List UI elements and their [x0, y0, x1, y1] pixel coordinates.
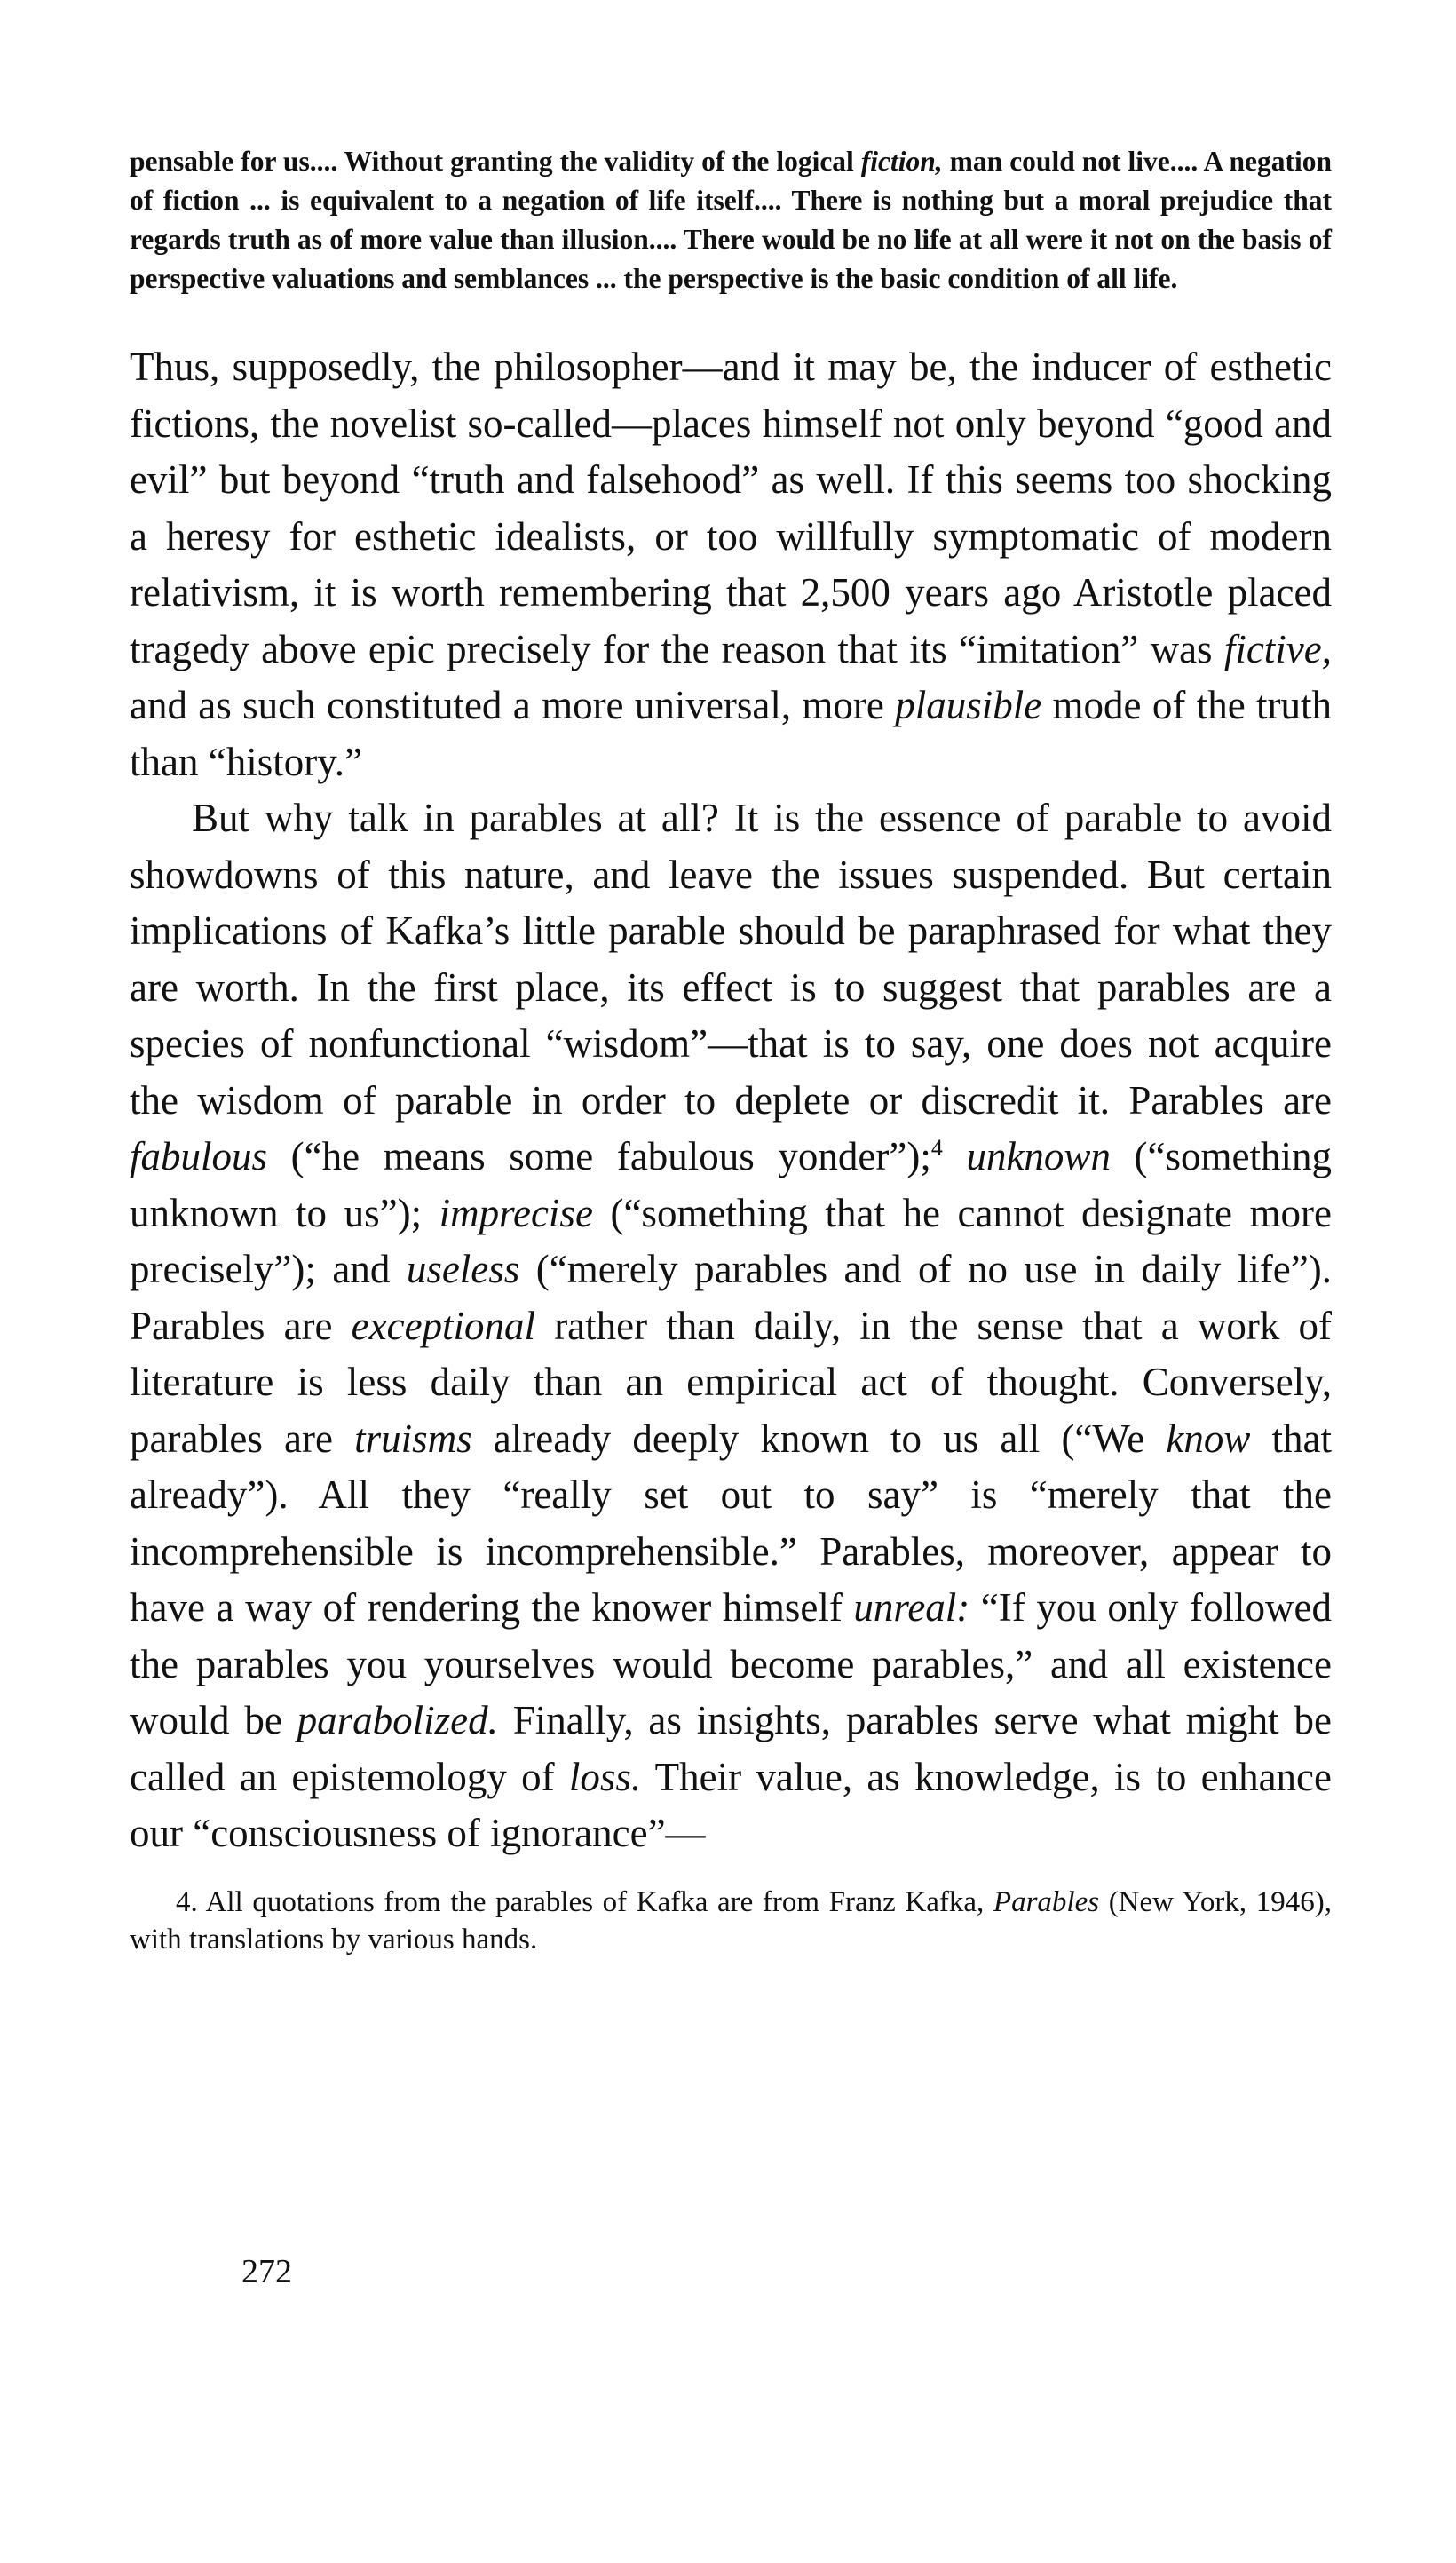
- emphasis: plausible: [895, 683, 1042, 727]
- footnote-reference[interactable]: 4: [930, 1135, 943, 1161]
- paragraph-text: Finally, as insights, parables serve what might be called an epistemology of: [130, 1698, 1332, 1799]
- emphasis: fabulous: [130, 1134, 268, 1178]
- paragraph-text: Their value, as knowledge, is to enhance our “consciousness of ignorance”—: [130, 1754, 1332, 1855]
- paragraph-text: (“something unknown to us”);: [130, 1134, 1333, 1235]
- emphasis: unreal:: [853, 1585, 970, 1630]
- emphasis: unknown: [966, 1134, 1111, 1178]
- footnote: [130, 1884, 1332, 1958]
- emphasis: fictive,: [1223, 626, 1332, 671]
- emphasis: imprecise: [439, 1190, 593, 1235]
- paragraph-text: But why talk in parables at all? It is the essence of parable to avoid showdowns of this nature, and leave the issues suspended. But certain implications of Kafka’s little parable should be paraphrased for what they are worth. In the first place, its effect is to suggest that parables are a species of nonfunctional “wisdom”—that is to say, one does not acquire the wisdom of parable in order to deplete or discredit it. Parables are: [130, 796, 1332, 1123]
- paragraph-text: (“merely parables and of no use in daily life”). Parables are: [130, 1247, 1332, 1348]
- paragraph-text: (“something that he cannot designate more precisely”); and: [130, 1190, 1332, 1291]
- paragraph-text: Thus, supposedly, the philosopher—and it may be, the inducer of esthetic fictions, the novelist so-called—places himself not only beyond “good and evil” but beyond “truth and falsehood” as well. If this seems too shocking a heresy for esthetic idealists, or too willfully symptomatic of modern relativism, it is worth remembering that 2,500 years ago Aristotle placed tragedy above epic precisely for the reason that its “imitation” was: [130, 345, 1332, 671]
- paragraph-text: mode of the truth than “history.”: [130, 683, 1332, 784]
- paragraph-text: that already”). All they “really set out to say” is “merely that the incomprehensible is incomprehensible.” Parables, moreover, appear to have a way of rendering the knower himself: [130, 1416, 1333, 1630]
- emphasis: exceptional: [351, 1303, 536, 1348]
- emphasis: loss.: [568, 1754, 642, 1799]
- emphasis: useless: [406, 1247, 520, 1291]
- footnote-book-title: Parables: [993, 1885, 1100, 1918]
- paragraph-text: rather than daily, in the sense that a work of literature is less daily than an empirical act of thought. Conversely, parables are: [130, 1303, 1332, 1461]
- paragraph-text: already deeply known to us all (“We: [471, 1416, 1167, 1461]
- block-quote-italic: fiction,: [860, 146, 943, 177]
- emphasis: truisms: [354, 1416, 472, 1461]
- paragraph-text: [943, 1134, 967, 1178]
- paragraph-2: [130, 790, 1332, 1862]
- block-quote-text: pensable for us.... Without granting the validity of the logical: [130, 146, 861, 177]
- paragraph-text: and as such constituted a more universal, more: [130, 683, 896, 727]
- footnote-text: 4. All quotations from the parables of Kafka are from Franz Kafka,: [176, 1885, 993, 1918]
- paragraph-text: (“he means some fabulous yonder”);: [267, 1134, 931, 1178]
- paragraph-1: [130, 339, 1332, 790]
- emphasis: know: [1166, 1416, 1251, 1461]
- paragraph-text: “If you only followed the parables you yourselves would become parables,” and all existence would be: [130, 1585, 1332, 1742]
- block-quote: [130, 142, 1332, 298]
- page-number: 272: [241, 2253, 292, 2290]
- page-body: [130, 142, 1332, 1958]
- emphasis: parabolized.: [297, 1698, 498, 1742]
- block-quote-text: man could not live.... A negation of fiction ... is equivalent to a negation of life itself.... There is nothing but a moral prejudice that regards truth as of more value than illusion.... There would be no life at all were it not on the basis of perspective valuations and semblances ... the perspective is the basic condition of all life.: [130, 146, 1332, 294]
- footnote-text: (New York, 1946), with translations by various hands.: [130, 1885, 1333, 1956]
